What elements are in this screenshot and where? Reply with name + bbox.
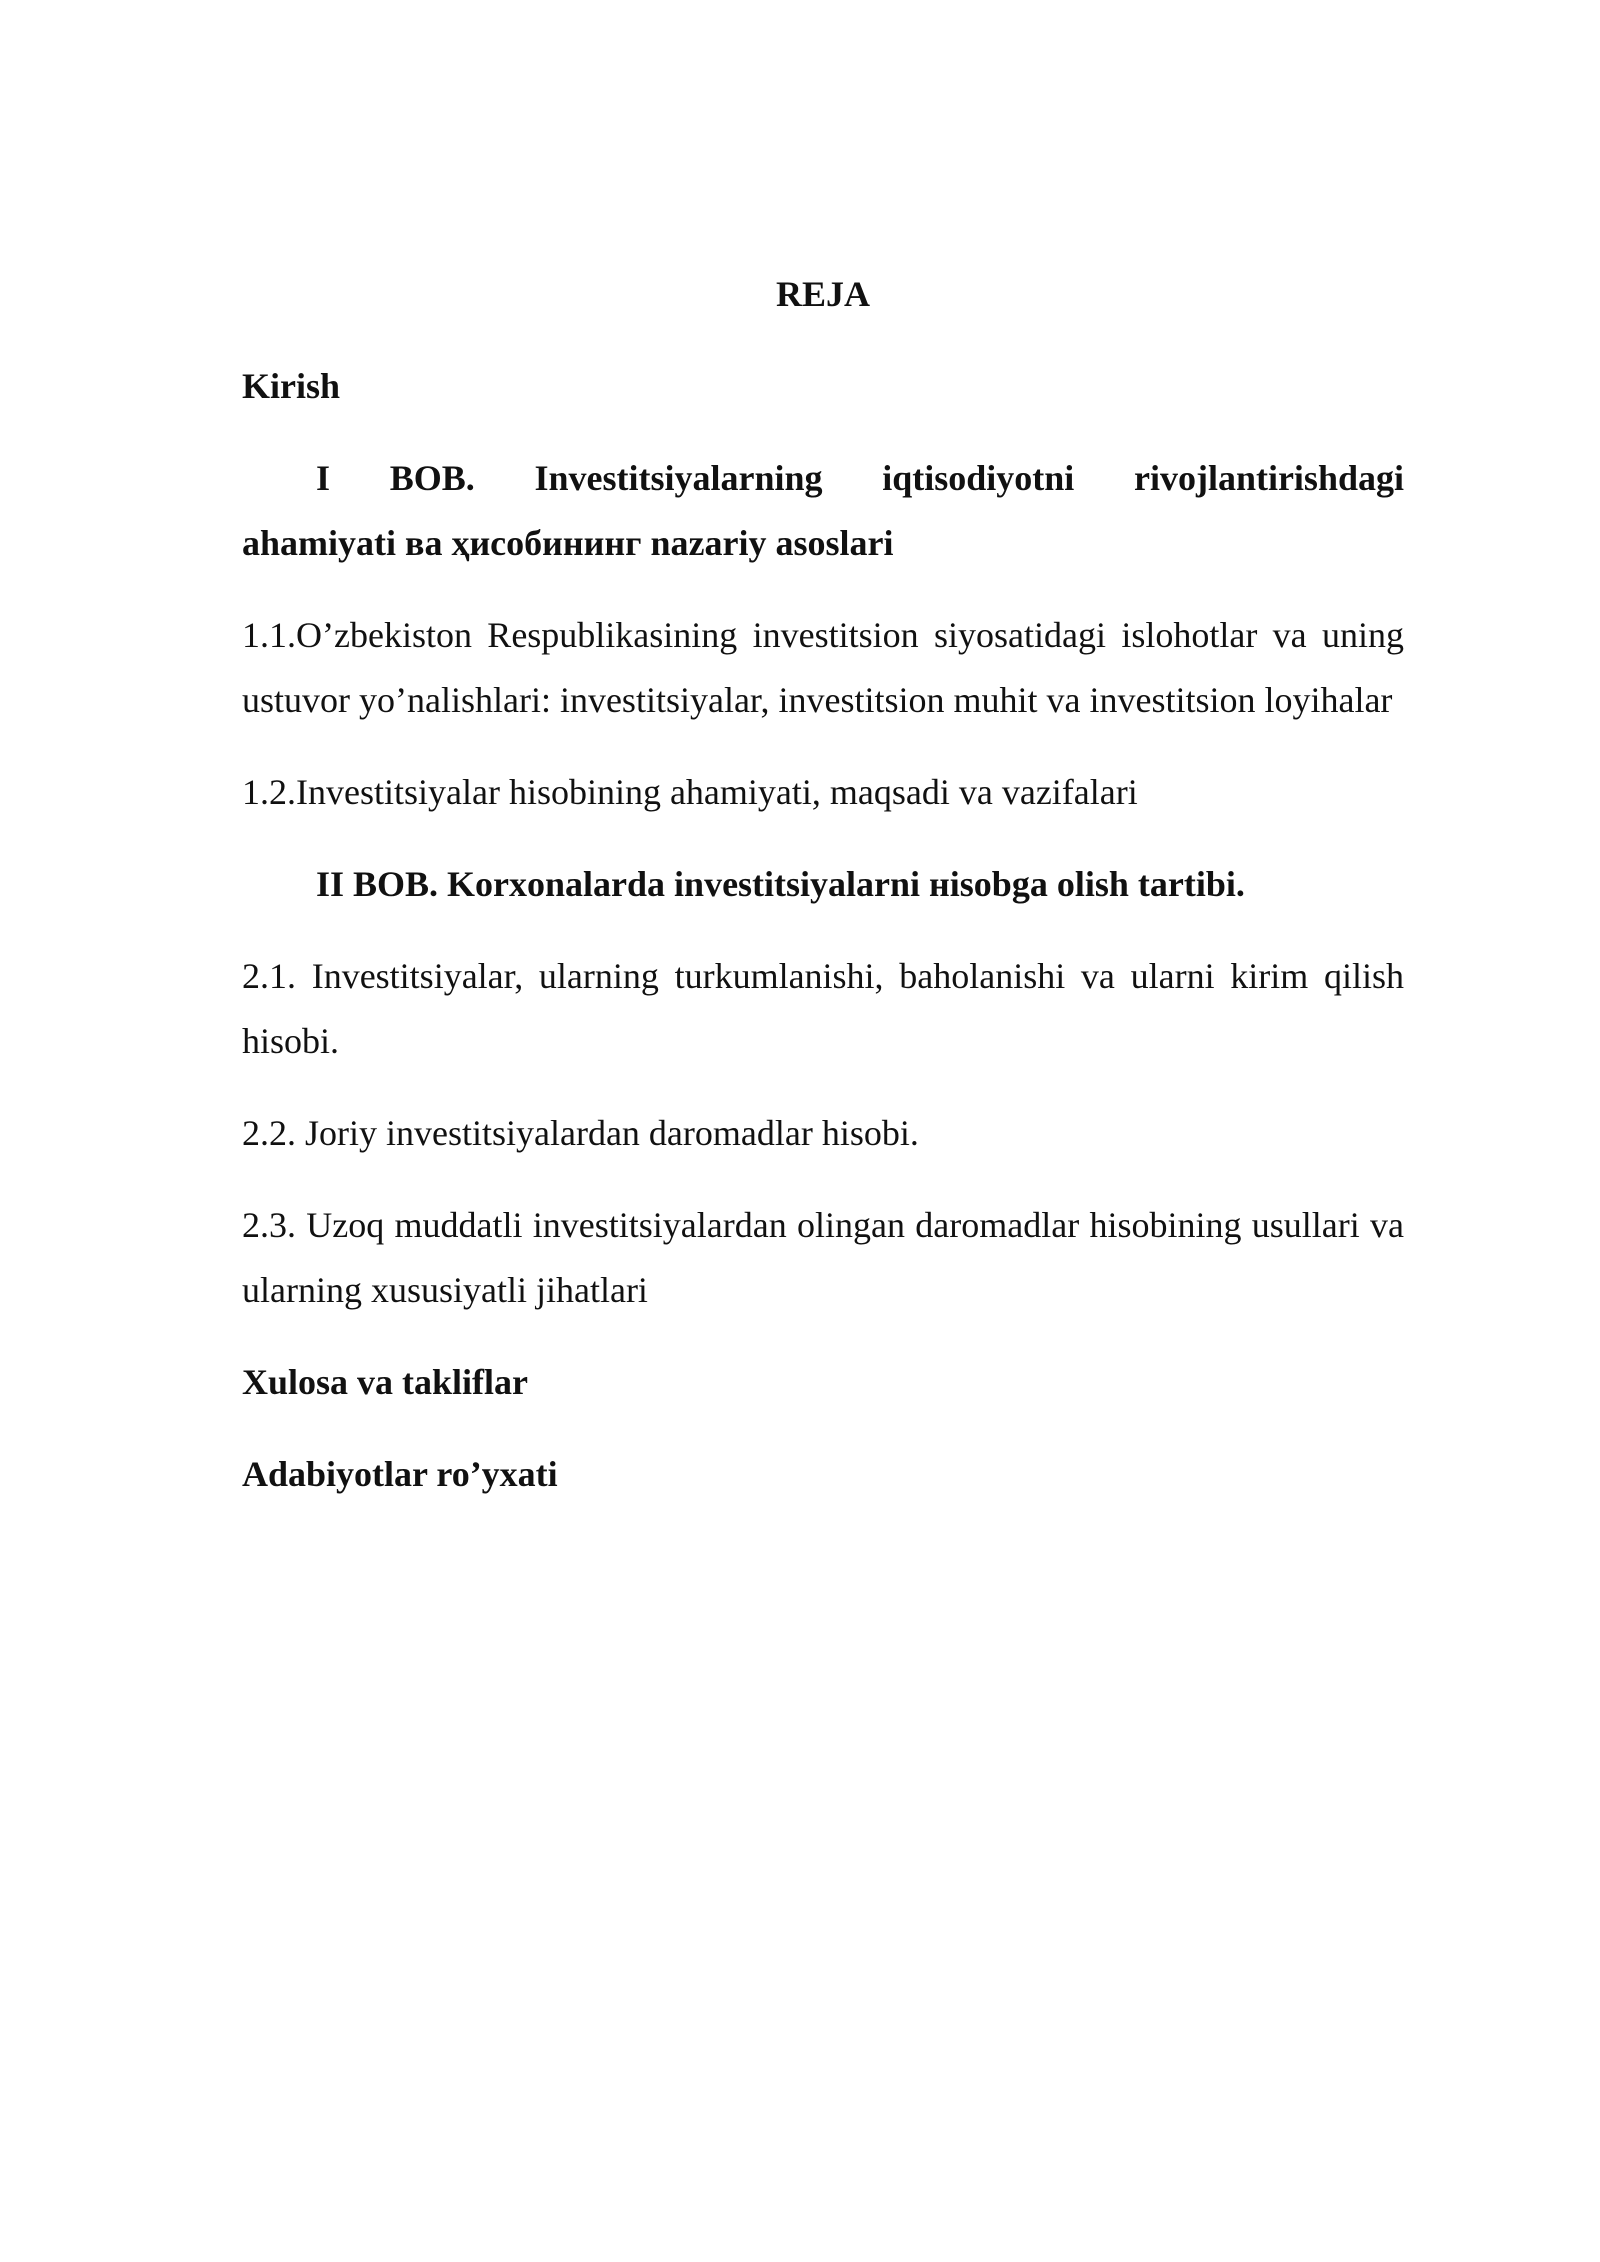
section-2-1: 2.1. Investitsiyalar, ularning turkumlanishi, baholanishi va ularni kirim qilish hisobi.	[242, 956, 1404, 1061]
section-1-2: 1.2.Investitsiyalar hisobining ahamiyati, maqsadi va vazifalari	[242, 772, 1138, 812]
conclusion-heading: Xulosa va takliflar	[242, 1362, 529, 1402]
chapter-1-line-1: I BOB. Investitsiyalarning iqtisodiyotni rivojlantirishdagi	[316, 458, 1404, 498]
references-heading: Adabiyotlar ro’yxati	[242, 1454, 558, 1494]
section-2-3: 2.3. Uzoq muddatli investitsiyalardan olingan daromadlar hisobining usullari va ularning xususiyatli jihatlari	[242, 1205, 1404, 1310]
intro-heading: Kirish	[242, 366, 341, 406]
chapter-2-heading: II BOB. Korxonalarda investitsiyalarni нisobga olish tartibi.	[316, 864, 1245, 904]
chapter-1-heading	[242, 446, 1404, 576]
section-1-1: 1.1.O’zbekiston Respublikasining investitsion siyosatidagi islohotlar va uning ustuvor yo’nalishlari: investitsiyalar, investitsion muhit va investitsion loyihalar	[242, 615, 1404, 720]
section-2-2: 2.2. Joriy investitsiyalardan daromadlar hisobi.	[242, 1113, 919, 1153]
plan-content	[242, 262, 1404, 1534]
page-title: REJA	[775, 274, 870, 314]
chapter-1-line-2: ahamiyati ва ҳисобининг nazariy asoslari	[242, 523, 894, 563]
